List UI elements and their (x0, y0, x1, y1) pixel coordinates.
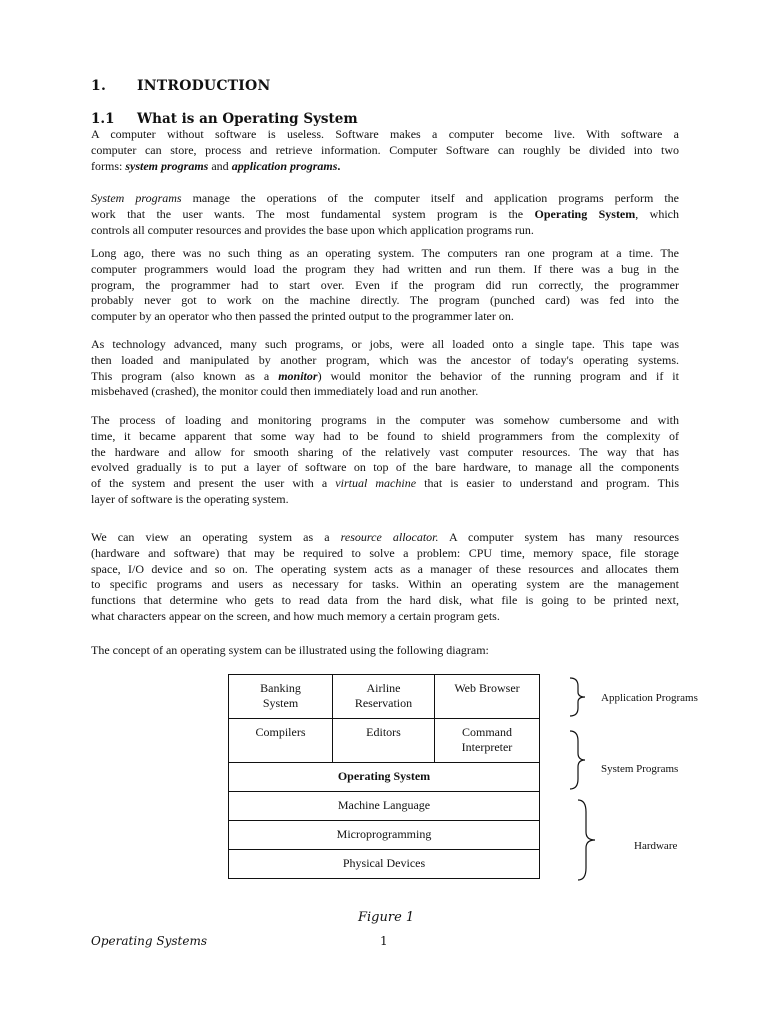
cell-operating-system: Operating System (228, 762, 540, 792)
text-line: A computer without software is useless. Software makes a computer become live. With software a (91, 127, 679, 141)
text-line: (hardware and software) that may be required to solve a problem: CPU time, memory space, file storage (91, 545, 679, 560)
text-line: computer programmers would load the program they had written and run them. If there was a bug in the (91, 261, 679, 276)
text-line: controls all computer resources and provides the base upon which application programs run. (91, 222, 534, 237)
text-line: We can view an operating system as a resource allocator. A computer system has many resources (91, 530, 680, 544)
text-line: forms: system programs and application programs. (91, 158, 341, 173)
section-number: 1. (91, 78, 107, 94)
text-line: The process of loading and monitoring programs in the computer was somehow cumbersome and with (91, 413, 679, 427)
cell-command-interpreter: Command Interpreter (434, 718, 540, 763)
term-operating-system: Operating System (534, 206, 636, 221)
term-monitor: monitor (278, 368, 318, 383)
paragraph-monitor (91, 337, 679, 400)
text-line: space, I/O device and so on. The operating system acts as a manager of these resources and allocates them (91, 561, 679, 576)
text-line: what characters appear on the screen, and how much memory a certain program gets. (91, 608, 500, 623)
brace-system-icon (566, 729, 590, 791)
subsection-title: What is an Operating System (137, 111, 358, 127)
cell-physical-devices: Physical Devices (228, 849, 540, 879)
text-line: the hardware and allow for smooth sharing of the relatively vast computer resources. The way that has (91, 444, 679, 459)
os-layer-diagram (228, 674, 540, 879)
cell-web-browser: Web Browser (434, 674, 540, 719)
text-line: System programs manage the operations of the computer itself and application programs perform the (91, 191, 679, 205)
text-line: to specific programs and users as necessary for tasks. Within an operating system are the management (91, 577, 679, 592)
text-line: misbehaved (crashed), the monitor could then immediately load and run another. (91, 384, 479, 399)
text-line: The concept of an operating system can be illustrated using the following diagram: (91, 643, 489, 657)
paragraph-intro (91, 127, 679, 174)
diagram-row-application (228, 674, 540, 719)
term-system-programs: system programs (125, 158, 209, 173)
section-heading (91, 78, 270, 94)
term-resource-allocator: resource allocator. (340, 530, 439, 544)
figure-caption: Figure 1 (358, 910, 415, 925)
text-line: computer can store, process and retrieve information. Computer Software can roughly be divided into two (91, 142, 679, 157)
paragraph-history (91, 246, 679, 325)
text-line: Long ago, there was no such thing as an operating system. The computers ran one program at a time. The (91, 246, 679, 260)
brace-application-icon (566, 676, 590, 718)
diagram-row-system (228, 718, 540, 763)
cell-compilers: Compilers (228, 718, 333, 763)
subsection-heading (91, 111, 358, 127)
text-line: program, the programmer had to start over. Even if the program did run correctly, the programmer (91, 277, 679, 292)
footer-title: Operating Systems (91, 934, 208, 948)
subsection-number: 1.1 (91, 111, 115, 127)
term-virtual-machine: virtual machine (335, 476, 417, 491)
text-line: As technology advanced, many such programs, or jobs, were all loaded onto a single tape. This tape was (91, 337, 679, 351)
cell-editors: Editors (332, 718, 435, 763)
label-hardware: Hardware (634, 840, 678, 852)
term-application-programs: application programs (231, 158, 338, 173)
label-system-programs: System Programs (601, 763, 679, 775)
paragraph-diagram-intro (91, 643, 679, 659)
text-line: of the system and present the user with a virtual machine that is easier to understand and program. This (91, 476, 679, 491)
paragraph-resource-allocator (91, 530, 679, 625)
text-line: probably never got to work on the machine directly. The program (punched card) was fed into the (91, 293, 679, 308)
text-line: time, it became apparent that some way had to be found to shield programmers from the complexity of (91, 428, 679, 443)
text-line: functions that determine who gets to read data from the hard disk, what file is going to be printed next, (91, 593, 679, 608)
text-line: computer by an operator who then passed the printed output to the programmer later on. (91, 309, 514, 324)
cell-airline-reservation: Airline Reservation (332, 674, 435, 719)
text-line: This program (also known as a monitor) would monitor the behavior of the running program and if it (91, 368, 679, 383)
paragraph-system-programs (91, 191, 679, 238)
text-line: evolved gradually is to put a layer of software on top of the bare hardware, to manage all the components (91, 460, 679, 475)
cell-machine-language: Machine Language (228, 791, 540, 821)
paragraph-virtual-machine (91, 413, 679, 508)
text-line: then loaded and manipulated by another program, which was the ancestor of today's operating systems. (91, 352, 679, 367)
text-line: layer of software is the operating system. (91, 491, 289, 506)
label-application-programs: Application Programs (601, 692, 698, 704)
text-line: work that the user wants. The most fundamental system program is the Operating System, which (91, 206, 679, 221)
cell-microprogramming: Microprogramming (228, 820, 540, 850)
cell-banking-system: Banking System (228, 674, 333, 719)
brace-hardware-icon (574, 798, 600, 882)
section-title: INTRODUCTION (137, 78, 271, 94)
page-number: 1 (380, 934, 388, 948)
